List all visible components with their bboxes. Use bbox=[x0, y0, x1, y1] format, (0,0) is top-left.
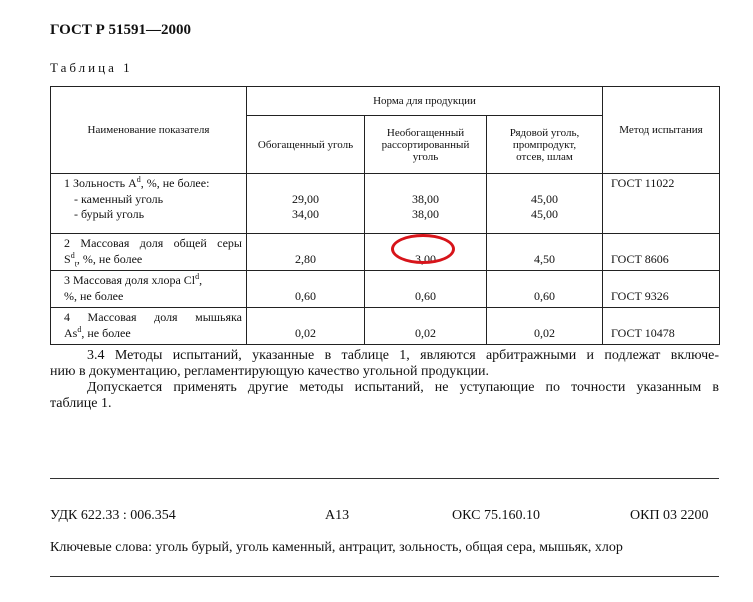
norm-value: 29,00 bbox=[292, 191, 319, 206]
spacer bbox=[487, 273, 602, 289]
divider-bottom bbox=[50, 576, 719, 577]
divider-top bbox=[50, 478, 719, 479]
table-row bbox=[51, 308, 720, 345]
table-label: Таблица 1 bbox=[50, 60, 133, 75]
norm-value-cell bbox=[247, 308, 365, 345]
superscript: d bbox=[136, 175, 141, 184]
norm-value: 4,50 bbox=[534, 251, 555, 266]
norm-value: 2,80 bbox=[295, 251, 316, 266]
norm-value: 3,00 bbox=[415, 251, 436, 266]
header-line: Необогащенный bbox=[386, 126, 465, 139]
superscript: d bbox=[77, 324, 82, 334]
superscript: d bbox=[195, 272, 200, 281]
document-code: ГОСТ Р 51591—2000 bbox=[50, 22, 192, 38]
indicator-text: 3 Массовая доля хлора Cl bbox=[64, 273, 196, 287]
udk-code: УДК 622.33 : 006.354 bbox=[50, 508, 176, 523]
indicator-text: , %, не более bbox=[76, 251, 143, 266]
norm-value: 45,00 bbox=[531, 191, 558, 206]
test-method-cell bbox=[603, 308, 720, 345]
norm-value: 34,00 bbox=[292, 207, 319, 221]
highlight-circle bbox=[391, 234, 455, 264]
test-method-standard: ГОСТ 11022 bbox=[611, 176, 675, 190]
norm-value: 45,00 bbox=[531, 207, 558, 221]
paragraph-line: 3.4 Методы испытаний, указанные в таблице 1, являются арбитражными и подлежат включе- bbox=[87, 348, 719, 363]
spacer bbox=[611, 236, 719, 252]
norm-value-cell bbox=[247, 271, 365, 308]
spacer bbox=[365, 310, 486, 326]
indicator-line bbox=[64, 273, 246, 289]
indicator-line bbox=[64, 252, 246, 268]
classification-group: А13 bbox=[325, 508, 350, 523]
test-method-standard: ГОСТ 9326 bbox=[611, 288, 669, 303]
norm-value: 38,00 bbox=[412, 191, 439, 206]
spacer bbox=[247, 273, 364, 289]
table-row bbox=[51, 271, 720, 308]
paragraph-line: таблице 1. bbox=[50, 396, 112, 411]
norm-value: 0,02 bbox=[415, 325, 436, 340]
norm-value: 38,00 bbox=[412, 207, 439, 221]
header-line: промпродукт, bbox=[512, 138, 577, 151]
test-method-cell bbox=[603, 271, 720, 308]
norm-value-cell bbox=[487, 308, 603, 345]
indicator-line bbox=[64, 176, 246, 192]
spacer bbox=[611, 310, 719, 326]
norm-value-cell bbox=[487, 234, 603, 271]
indicator-text: , не более bbox=[81, 325, 131, 340]
norm-value-cell bbox=[365, 174, 487, 234]
header-indicator-name: Наименование показателя bbox=[51, 87, 247, 174]
subscript: t bbox=[74, 258, 77, 268]
indicator-name-cell bbox=[51, 174, 247, 234]
indicator-text: 1 Зольность A bbox=[64, 176, 137, 190]
test-method-cell bbox=[603, 234, 720, 271]
spacer bbox=[611, 273, 719, 289]
norm-value-cell bbox=[487, 174, 603, 234]
header-line: Рядовой уголь, bbox=[509, 126, 580, 139]
spacer bbox=[247, 176, 364, 192]
norm-value-cell bbox=[365, 271, 487, 308]
norm-value-cell bbox=[247, 174, 365, 234]
header-run-of-mine-coal bbox=[487, 116, 603, 174]
superscript: d bbox=[70, 250, 75, 260]
spacer bbox=[247, 236, 364, 252]
paragraph-alternative-methods bbox=[50, 380, 719, 412]
oks-code: ОКС 75.160.10 bbox=[452, 508, 540, 523]
header-line: уголь bbox=[412, 150, 439, 163]
indicator-text: , bbox=[199, 273, 203, 287]
spacer bbox=[487, 176, 602, 192]
norm-value: 0,60 bbox=[415, 288, 436, 303]
indicator-line: 4 Массовая доля мышьяка bbox=[64, 310, 242, 324]
specification-table bbox=[50, 86, 720, 345]
keywords-line: Ключевые слова: уголь бурый, уголь каменный, антрацит, зольность, общая сера, мышьяк, хлор bbox=[50, 540, 623, 555]
norm-value: 0,02 bbox=[295, 325, 316, 340]
norm-value: 0,60 bbox=[534, 288, 555, 303]
header-line: Обогащенный уголь bbox=[257, 138, 354, 151]
indicator-line: - бурый уголь bbox=[74, 207, 145, 221]
paragraph-line: Допускается применять другие методы испытаний, не уступающие по точности указанным в bbox=[87, 380, 719, 395]
header-product-norm: Норма для продукции bbox=[247, 87, 603, 116]
okp-code: ОКП 03 2200 bbox=[630, 508, 709, 523]
norm-value: 0,02 bbox=[534, 325, 555, 340]
norm-value-cell bbox=[487, 271, 603, 308]
paragraph-arbitration-methods bbox=[50, 348, 719, 380]
indicator-name-cell bbox=[51, 234, 247, 271]
indicator-text: , %, не более: bbox=[140, 176, 210, 190]
spacer bbox=[247, 310, 364, 326]
indicator-text: As bbox=[64, 325, 78, 340]
test-method-cell bbox=[603, 174, 720, 234]
paragraph-line: нию в документацию, регламентирующую качество угольной продукции. bbox=[50, 364, 489, 379]
table-row bbox=[51, 174, 720, 234]
header-line: отсев, шлам bbox=[516, 150, 573, 163]
indicator-line bbox=[64, 326, 246, 342]
spacer bbox=[487, 310, 602, 326]
indicator-line: %, не более bbox=[64, 288, 124, 303]
table-row bbox=[51, 234, 720, 271]
spacer bbox=[365, 273, 486, 289]
norm-value-cell bbox=[365, 308, 487, 345]
indicator-name-cell bbox=[51, 271, 247, 308]
indicator-line: 2 Массовая доля общей серы bbox=[64, 236, 242, 250]
indicator-line: - каменный уголь bbox=[74, 191, 164, 206]
test-method-standard: ГОСТ 8606 bbox=[611, 251, 669, 266]
header-enriched-coal bbox=[247, 116, 365, 174]
header-test-method: Метод испытания bbox=[603, 87, 720, 174]
indicator-text: S bbox=[64, 251, 71, 266]
spacer bbox=[365, 176, 486, 192]
norm-value-cell bbox=[247, 234, 365, 271]
header-unenriched-sorted-coal bbox=[365, 116, 487, 174]
indicator-name-cell bbox=[51, 308, 247, 345]
header-line: рассортированный bbox=[381, 138, 470, 151]
norm-value: 0,60 bbox=[295, 288, 316, 303]
spacer bbox=[487, 236, 602, 252]
test-method-standard: ГОСТ 10478 bbox=[611, 325, 675, 340]
